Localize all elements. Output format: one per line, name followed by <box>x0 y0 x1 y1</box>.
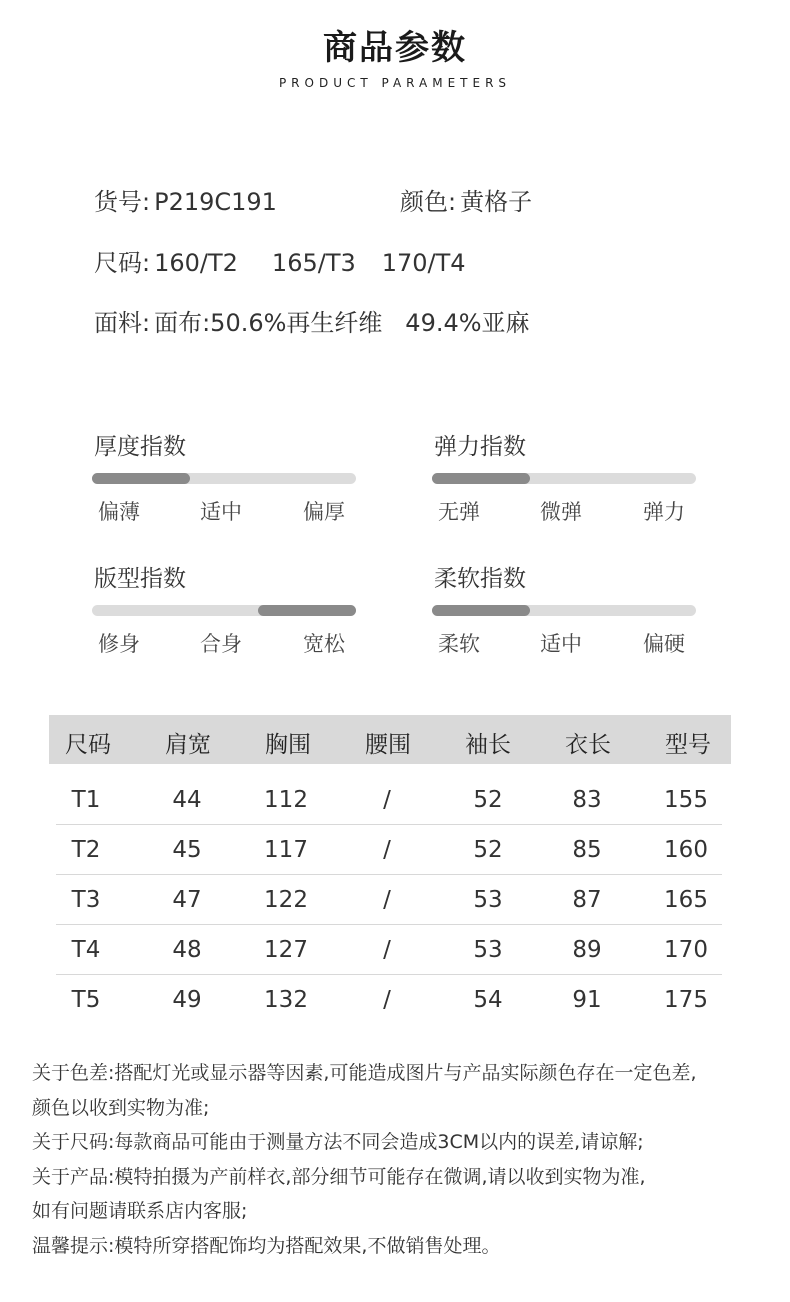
page-title: 商品参数 <box>323 28 467 68</box>
table-row <box>56 925 722 975</box>
color-line <box>400 182 532 217</box>
table-cell: 122 <box>264 887 308 913</box>
table-cell: 54 <box>473 987 503 1013</box>
table-header-cell: 衣长 <box>565 732 611 758</box>
table-row <box>56 975 722 1025</box>
table-cell: 91 <box>572 987 602 1013</box>
table-cell: / <box>383 987 391 1013</box>
index-fill <box>432 473 530 484</box>
size-line <box>94 243 466 278</box>
table-header <box>49 715 731 764</box>
table-cell: 89 <box>572 937 602 963</box>
index-label: 合身 <box>200 632 242 656</box>
table-cell: / <box>383 887 391 913</box>
size-label: 尺码: <box>94 249 151 277</box>
table-cell: T4 <box>71 937 101 963</box>
size-value: 165/T3 <box>271 249 356 277</box>
index-fill <box>432 605 530 616</box>
fabric-value: 面布:50.6%再生纤维 49.4%亚麻 <box>154 309 530 337</box>
table-cell: 44 <box>172 787 202 813</box>
table-row <box>56 825 722 875</box>
fabric-label: 面料: <box>94 309 151 337</box>
table-row <box>56 775 722 825</box>
page-subtitle: PRODUCT PARAMETERS <box>278 76 512 90</box>
table-cell: 48 <box>172 937 202 963</box>
color-value: 黄格子 <box>460 188 533 216</box>
table-header-cell: 尺码 <box>65 732 111 758</box>
notes-section <box>32 1056 772 1263</box>
table-cell: 87 <box>572 887 602 913</box>
color-label: 颜色: <box>400 188 457 216</box>
index-label: 修身 <box>98 632 140 656</box>
index-track <box>432 605 696 616</box>
index-fill <box>92 473 190 484</box>
table-cell: T2 <box>71 837 101 863</box>
table-row <box>56 875 722 925</box>
note-line: 温馨提示:模特所穿搭配饰均为搭配效果,不做销售处理。 <box>32 1234 501 1257</box>
note-line: 关于尺码:每款商品可能由于测量方法不同会造成3CM以内的误差,请谅解; <box>32 1131 644 1153</box>
table-cell: T5 <box>71 987 101 1013</box>
note-line: 关于产品:模特拍摄为产前样衣,部分细节可能存在微调,请以收到实物为准, <box>32 1165 646 1188</box>
fabric-line <box>94 303 530 338</box>
index-label: 弹力 <box>643 500 685 524</box>
table-cell: 175 <box>664 987 708 1013</box>
index-track <box>92 473 356 484</box>
table-cell: 127 <box>264 937 308 963</box>
table-header-cell: 肩宽 <box>165 732 211 758</box>
index-title: 弹力指数 <box>434 434 526 460</box>
index-label: 偏厚 <box>303 500 345 524</box>
size-value: 160/T2 <box>154 249 238 277</box>
item-number-line <box>94 182 277 217</box>
table-cell: / <box>383 787 391 813</box>
table-cell: 47 <box>172 887 202 913</box>
table-cell: 112 <box>264 787 308 813</box>
table-cell: 132 <box>264 987 308 1013</box>
table-cell: 45 <box>172 837 202 863</box>
item-number-value: P219C191 <box>154 188 277 216</box>
table-cell: 52 <box>473 787 503 813</box>
index-label: 宽松 <box>303 632 345 656</box>
index-label: 偏薄 <box>98 500 140 524</box>
table-cell: 117 <box>264 837 308 863</box>
index-fill <box>258 605 356 616</box>
table-cell: 49 <box>172 987 202 1013</box>
table-cell: 170 <box>664 937 708 963</box>
item-number-label: 货号: <box>94 188 151 216</box>
note-line: 如有问题请联系店内客服; <box>32 1200 248 1222</box>
index-label: 柔软 <box>438 632 480 656</box>
index-label: 微弹 <box>540 500 582 524</box>
table-cell: 160 <box>664 837 708 863</box>
index-label: 适中 <box>540 632 582 656</box>
index-track <box>92 605 356 616</box>
table-cell: 53 <box>473 887 503 913</box>
table-cell: 52 <box>473 837 503 863</box>
table-cell: T3 <box>71 887 101 913</box>
note-line: 关于色差:搭配灯光或显示器等因素,可能造成图片与产品实际颜色存在一定色差, <box>32 1062 697 1084</box>
index-title: 厚度指数 <box>94 434 186 460</box>
note-line: 颜色以收到实物为准; <box>32 1096 210 1119</box>
table-cell: 83 <box>572 787 602 813</box>
table-header-cell: 袖长 <box>465 732 511 758</box>
table-cell: 165 <box>664 887 708 913</box>
table-header-cell: 型号 <box>665 732 711 758</box>
index-label: 无弹 <box>438 500 480 524</box>
index-title: 版型指数 <box>94 566 186 592</box>
table-cell: / <box>383 937 391 963</box>
table-header-cell: 腰围 <box>365 732 411 758</box>
table-cell: / <box>383 837 391 863</box>
table-cell: 85 <box>572 837 602 863</box>
table-header-cell: 胸围 <box>265 732 311 758</box>
index-label: 适中 <box>200 500 242 524</box>
table-cell: 53 <box>473 937 503 963</box>
table-cell: T1 <box>71 787 101 813</box>
table-cell: 155 <box>664 787 708 813</box>
size-value: 170/T4 <box>381 249 466 277</box>
index-label: 偏硬 <box>643 632 685 656</box>
index-track <box>432 473 696 484</box>
index-title: 柔软指数 <box>434 566 526 592</box>
